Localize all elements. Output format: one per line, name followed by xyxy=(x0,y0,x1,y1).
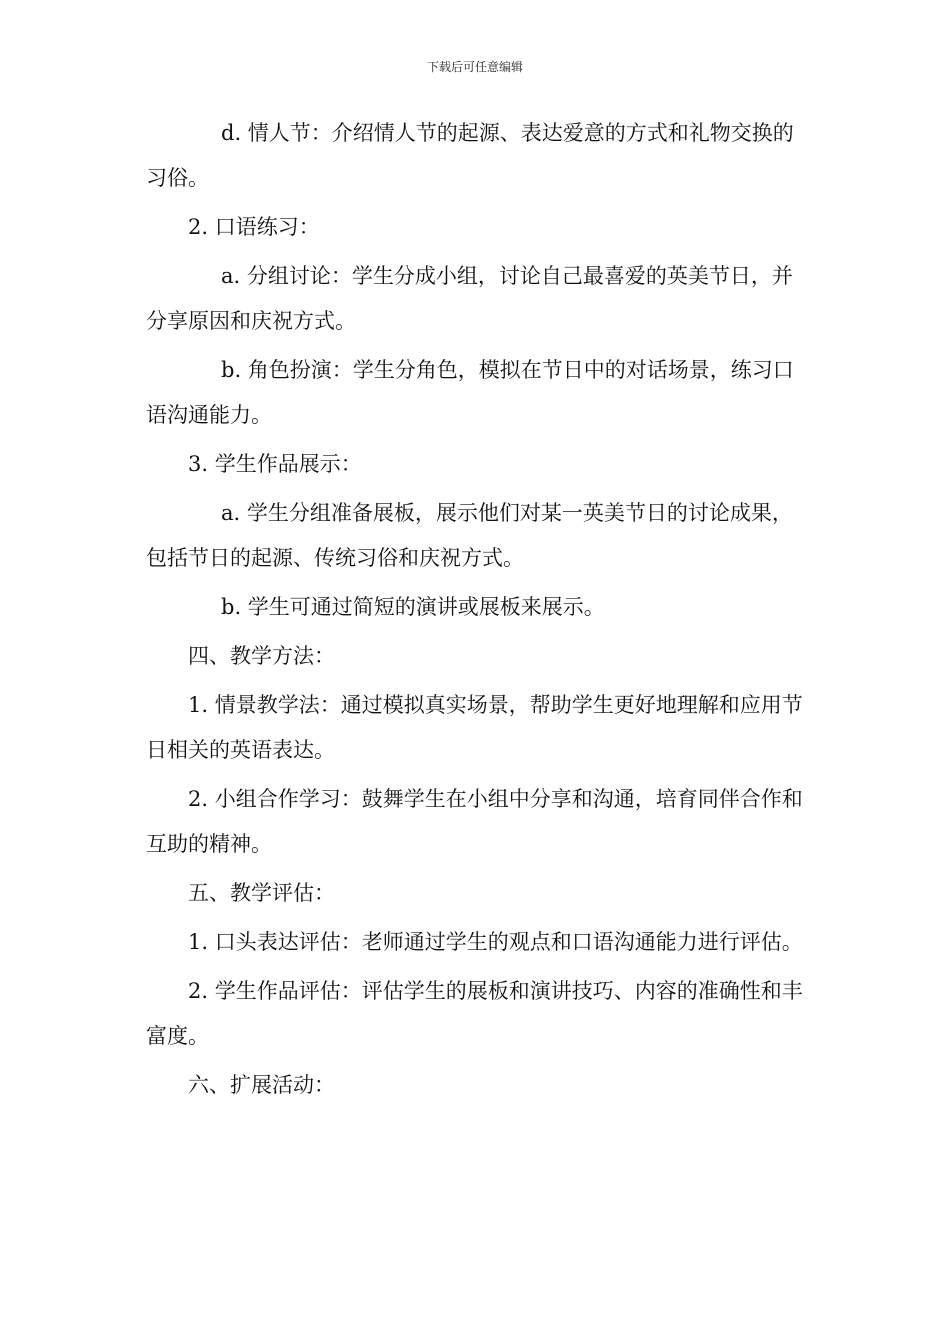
paragraph-speech-display: b. 学生可通过简短的演讲或展板来展示。 xyxy=(221,595,605,619)
paragraph-role-play: b. 角色扮演：学生分角色，模拟在节日中的对话场景，练习口语沟通能力。 xyxy=(146,358,794,427)
document-body xyxy=(146,111,810,1112)
section-heading-teaching-evaluation: 五、教学评估： xyxy=(188,881,335,905)
paragraph-work-assessment: 2. 学生作品评估：评估学生的展板和演讲技巧、内容的准确性和丰富度。 xyxy=(146,979,803,1048)
paragraph-situational-teaching: 1. 情景教学法：通过模拟真实场景，帮助学生更好地理解和应用节日相关的英语表达。 xyxy=(146,693,803,762)
paragraph-oral-practice: 2. 口语练习： xyxy=(188,215,320,239)
section-heading-teaching-methods: 四、教学方法： xyxy=(188,644,335,668)
paragraph-group-discussion: a. 分组讨论：学生分成小组，讨论自己最喜爱的英美节日，并分享原因和庆祝方式。 xyxy=(146,264,793,333)
paragraph-display-boards: a. 学生分组准备展板，展示他们对某一英美节日的讨论成果，包括节日的起源、传统习俗和庆祝方式。 xyxy=(146,501,793,570)
paragraph-oral-assessment: 1. 口头表达评估：老师通过学生的观点和口语沟通能力进行评估。 xyxy=(188,930,803,954)
paragraph-group-cooperation: 2. 小组合作学习：鼓舞学生在小组中分享和沟通，培育同伴合作和互助的精神。 xyxy=(146,787,803,856)
page-header: 下载后可任意编辑 xyxy=(426,60,523,74)
section-heading-extension-activities: 六、扩展活动： xyxy=(188,1073,335,1097)
paragraph-student-work-display: 3. 学生作品展示： xyxy=(188,452,362,476)
paragraph-valentines-day: d. 情人节：介绍情人节的起源、表达爱意的方式和礼物交换的习俗。 xyxy=(146,121,794,190)
